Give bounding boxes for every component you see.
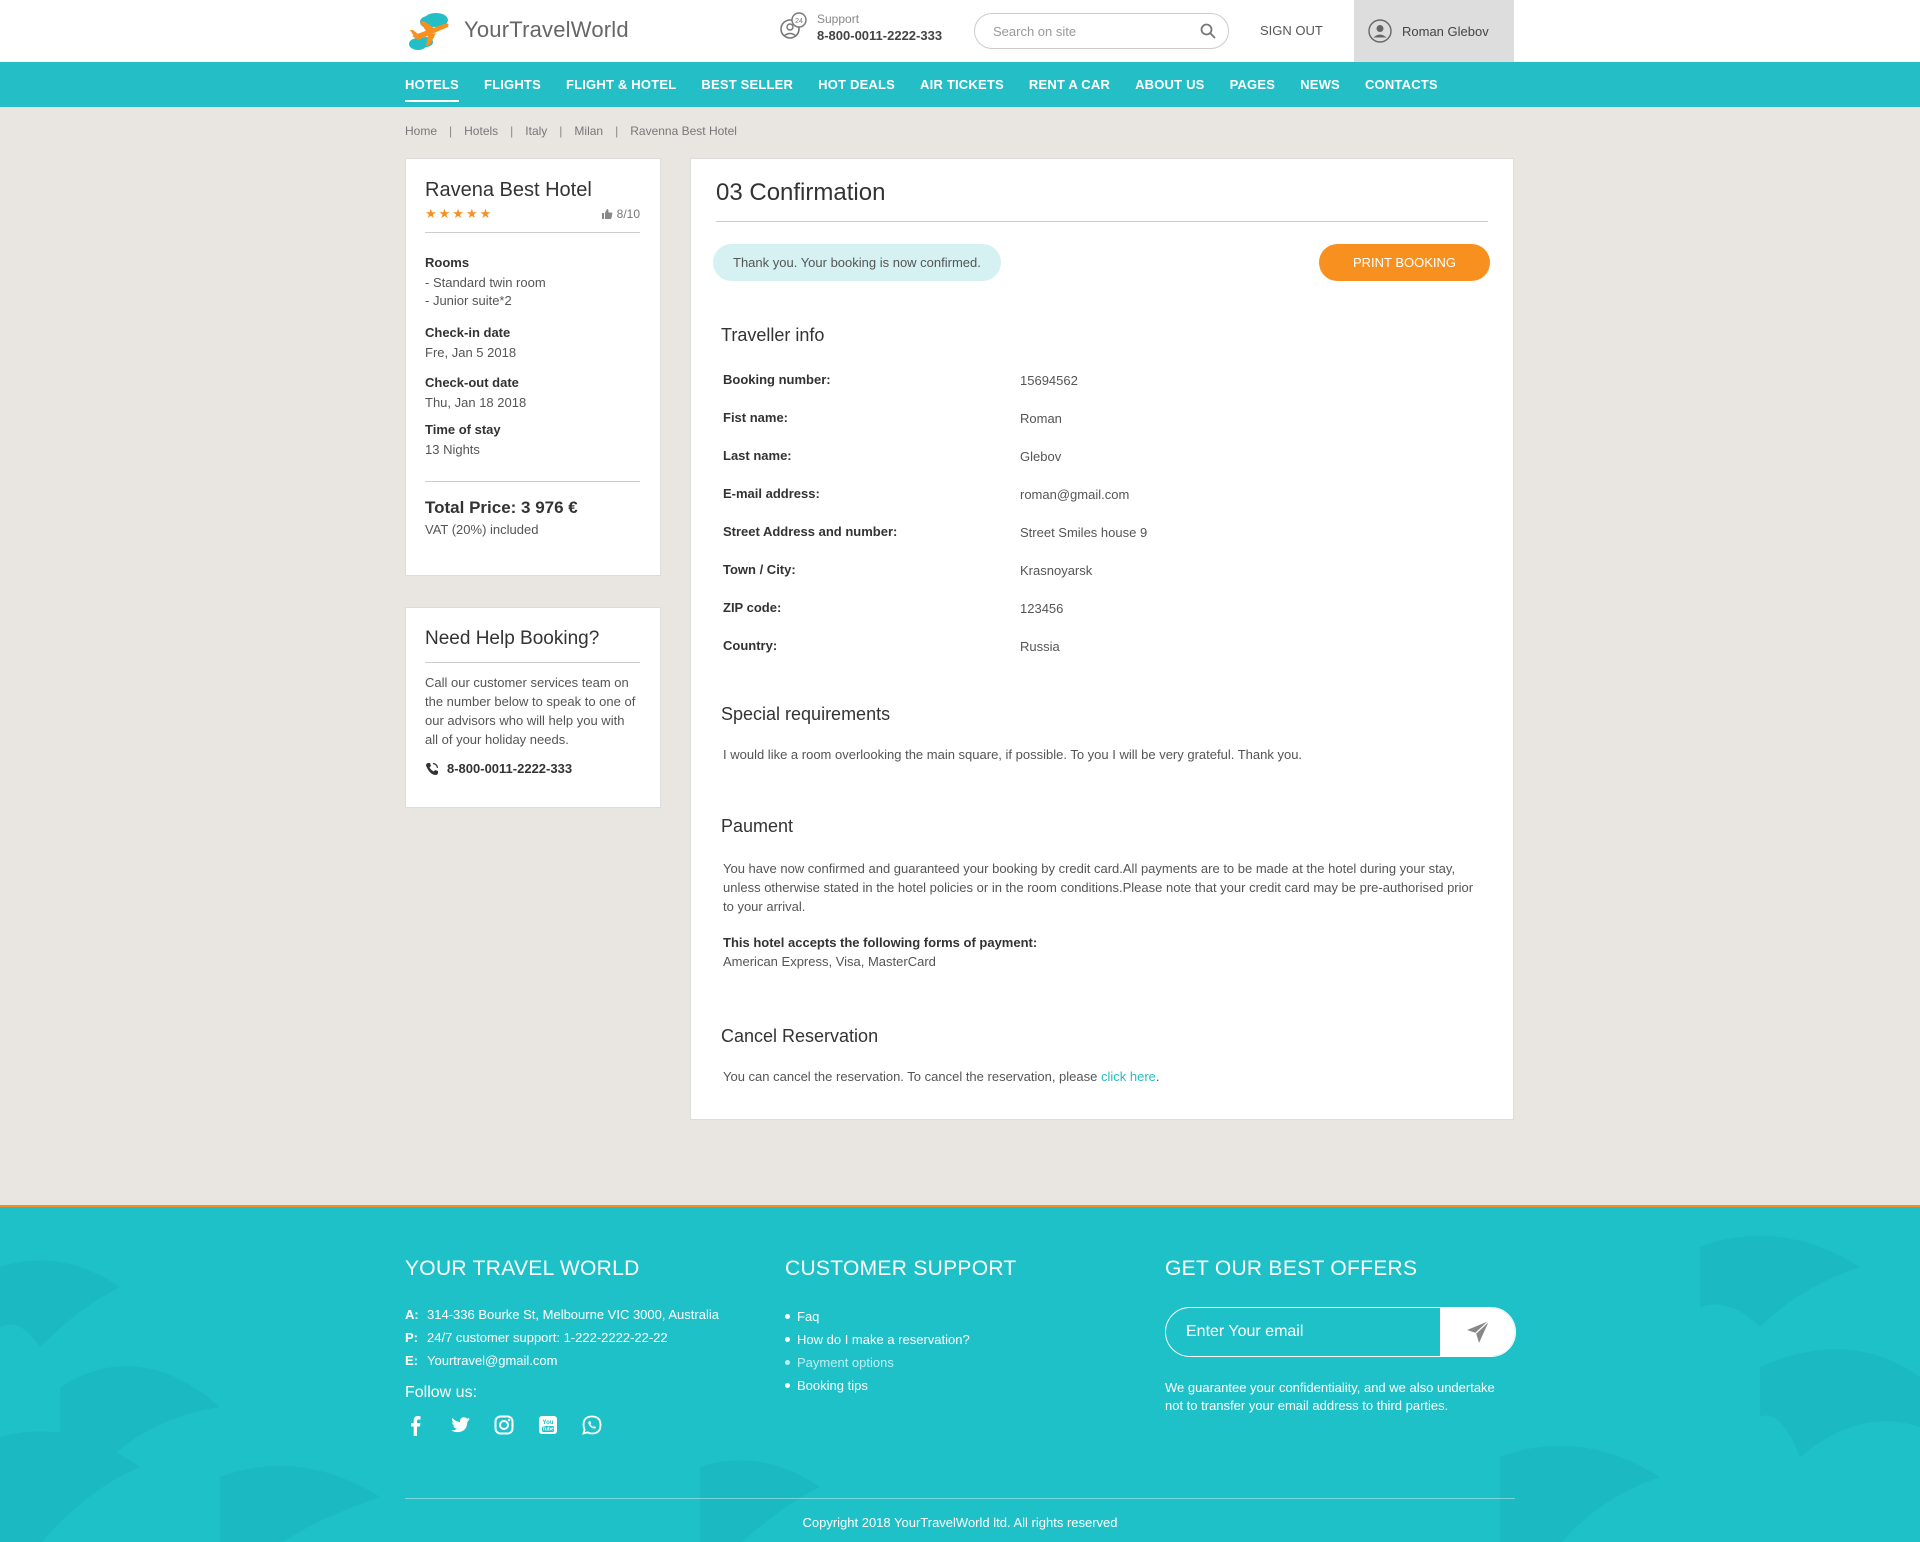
user-menu[interactable] bbox=[1354, 0, 1514, 62]
info-value: Glebov bbox=[1020, 448, 1062, 464]
help-text: Call our customer services team on the number below to speak to one of our advisors who will help you with all of your holiday needs. bbox=[425, 675, 636, 747]
instagram-icon[interactable] bbox=[493, 1414, 515, 1436]
footer-email bbox=[405, 1353, 719, 1368]
special-requirements-title: Special requirements bbox=[721, 704, 891, 724]
vat-note: VAT (20%) included bbox=[425, 522, 539, 537]
checkout-date: Thu, Jan 18 2018 bbox=[425, 395, 527, 410]
rooms-title: Rooms bbox=[425, 255, 470, 270]
star-rating: ★★★★★ bbox=[425, 206, 494, 221]
newsletter-submit-button[interactable] bbox=[1440, 1308, 1515, 1356]
breadcrumb-separator: | bbox=[615, 124, 619, 138]
twitter-icon[interactable] bbox=[449, 1414, 471, 1436]
info-row bbox=[723, 588, 1488, 626]
cancel-reservation-text bbox=[723, 1069, 1488, 1084]
nav-item-pages[interactable]: PAGES bbox=[1229, 77, 1276, 92]
nav-item-hot-deals[interactable]: HOT DEALS bbox=[818, 77, 896, 92]
payment-methods: American Express, Visa, MasterCard bbox=[723, 954, 936, 969]
print-booking-button[interactable]: PRINT BOOKING bbox=[1319, 244, 1490, 281]
search-input[interactable] bbox=[993, 24, 1200, 39]
thumbs-up-icon bbox=[601, 208, 613, 220]
breadcrumb-italy[interactable]: Italy bbox=[525, 124, 548, 138]
site-header bbox=[0, 0, 1920, 62]
special-requirements-text: I would like a room overlooking the main square, if possible. To you I will be very grateful. Thank you. bbox=[723, 747, 1303, 762]
nav-item-best-seller[interactable]: BEST SELLER bbox=[701, 77, 794, 92]
help-title: Need Help Booking? bbox=[425, 628, 600, 649]
confirmation-message: Thank you. Your booking is now confirmed. bbox=[713, 244, 1001, 281]
logo-text: YourTravelWorld bbox=[464, 17, 629, 42]
footer-title-offers: GET OUR BEST OFFERS bbox=[1165, 1257, 1418, 1280]
site-logo[interactable] bbox=[406, 6, 629, 54]
info-label: ZIP code: bbox=[723, 599, 782, 615]
user-name: Roman Glebov bbox=[1402, 23, 1489, 39]
svg-text:You: You bbox=[542, 1420, 554, 1426]
cancel-text: You can cancel the reservation. To cancel the reservation, please bbox=[723, 1069, 1101, 1084]
breadcrumb bbox=[405, 124, 737, 138]
checkin-date: Fre, Jan 5 2018 bbox=[425, 345, 517, 360]
info-row bbox=[723, 360, 1488, 398]
hotel-score bbox=[601, 207, 640, 221]
nav-item-air-tickets[interactable]: AIR TICKETS bbox=[920, 77, 1004, 92]
address-value: 314-336 Bourke St, Melbourne VIC 3000, Australia bbox=[427, 1307, 719, 1322]
footer-divider bbox=[405, 1498, 1515, 1499]
info-value: Russia bbox=[1020, 638, 1060, 654]
traveller-info-table bbox=[723, 360, 1488, 664]
svg-text:24: 24 bbox=[795, 18, 803, 25]
divider bbox=[425, 481, 640, 482]
nav-item-flights[interactable]: FLIGHTS bbox=[483, 77, 541, 92]
total-price: Total Price: 3 976 € bbox=[425, 498, 578, 517]
info-label: Country: bbox=[723, 637, 778, 653]
copyright: Copyright 2018 YourTravelWorld ltd. All rights reserved bbox=[802, 1515, 1118, 1530]
nav-item-about-us[interactable]: ABOUT US bbox=[1135, 77, 1205, 92]
info-value: roman@gmail.com bbox=[1020, 486, 1130, 502]
info-row bbox=[723, 626, 1488, 664]
breadcrumb-current: Ravenna Best Hotel bbox=[630, 124, 737, 138]
stay-length: 13 Nights bbox=[425, 442, 480, 457]
info-value: Krasnoyarsk bbox=[1020, 562, 1093, 578]
footer-about-column bbox=[405, 1257, 719, 1436]
footer-offers-column bbox=[1165, 1257, 1516, 1415]
help-phone-number: 8-800-0011-2222-333 bbox=[447, 761, 573, 776]
phone-key: P: bbox=[405, 1330, 418, 1345]
info-label: Street Address and number: bbox=[723, 523, 898, 539]
divider bbox=[425, 662, 640, 663]
info-label: Last name: bbox=[723, 447, 792, 463]
link-how-to-reserve[interactable]: How do I make a reservation? bbox=[785, 1332, 1017, 1347]
booking-summary-card bbox=[405, 158, 661, 576]
divider bbox=[716, 221, 1488, 222]
address-key: A: bbox=[405, 1307, 419, 1322]
svg-text:Tube: Tube bbox=[542, 1426, 554, 1433]
info-row bbox=[723, 550, 1488, 588]
breadcrumb-separator: | bbox=[449, 124, 453, 138]
nav-item-rent-a-car[interactable]: RENT A CAR bbox=[1028, 77, 1111, 92]
newsletter-email-input[interactable] bbox=[1166, 1308, 1440, 1356]
help-phone[interactable] bbox=[425, 761, 640, 776]
support-phone[interactable]: 8-800-0011-2222-333 bbox=[817, 27, 943, 43]
info-row bbox=[723, 512, 1488, 550]
nav-item-contacts[interactable]: CONTACTS bbox=[1364, 77, 1438, 92]
breadcrumb-milan[interactable]: Milan bbox=[574, 124, 604, 138]
footer-title-support: CUSTOMER SUPPORT bbox=[785, 1257, 1017, 1280]
checkout-title: Check-out date bbox=[425, 375, 519, 390]
footer-phone bbox=[405, 1330, 719, 1345]
page-title: 03 Confirmation bbox=[716, 179, 886, 206]
cancel-text-end: . bbox=[1155, 1069, 1160, 1084]
facebook-icon[interactable] bbox=[405, 1414, 427, 1436]
divider bbox=[425, 232, 640, 233]
cancel-reservation-title: Cancel Reservation bbox=[721, 1026, 879, 1046]
hotel-name: Ravena Best Hotel bbox=[425, 179, 592, 201]
info-value: Street Smiles house 9 bbox=[1020, 524, 1148, 540]
info-label: E-mail address: bbox=[723, 485, 820, 501]
support-links bbox=[785, 1309, 1017, 1393]
link-payment-options[interactable]: Payment options bbox=[785, 1355, 1017, 1370]
help-booking-card bbox=[405, 607, 661, 808]
room-list bbox=[425, 274, 640, 310]
payment-title: Paument bbox=[721, 816, 794, 836]
checkin-title: Check-in date bbox=[425, 325, 511, 340]
newsletter-form bbox=[1165, 1307, 1516, 1357]
info-label: Town / City: bbox=[723, 561, 796, 577]
payment-methods-title: This hotel accepts the following forms of payment: bbox=[723, 935, 1038, 950]
breadcrumb-separator: | bbox=[559, 124, 563, 138]
search-box[interactable] bbox=[974, 13, 1229, 49]
breadcrumb-home[interactable]: Home bbox=[405, 124, 438, 138]
footer-title-travel-world: YOUR TRAVEL WORLD bbox=[405, 1257, 640, 1280]
send-arrow-icon bbox=[1465, 1319, 1491, 1345]
phone-value[interactable]: 24/7 customer support: 1-222-2222-22-22 bbox=[427, 1330, 668, 1345]
info-value: 123456 bbox=[1020, 600, 1064, 616]
link-faq[interactable]: Faq bbox=[785, 1309, 1017, 1324]
info-label: Booking number: bbox=[723, 371, 831, 387]
info-label: Fist name: bbox=[723, 409, 789, 425]
nav-item-flight-hotel[interactable]: FLIGHT & HOTEL bbox=[565, 77, 677, 92]
youtube-icon[interactable] bbox=[537, 1414, 559, 1436]
social-links bbox=[405, 1414, 719, 1436]
info-row bbox=[723, 398, 1488, 436]
traveller-info-title: Traveller info bbox=[721, 325, 825, 345]
breadcrumb-separator: | bbox=[510, 124, 514, 138]
support-24-icon bbox=[775, 10, 809, 44]
info-row bbox=[723, 436, 1488, 474]
nav-item-hotels[interactable]: HOTELS bbox=[405, 73, 459, 96]
newsletter-note: We guarantee your confidentiality, and we also undertake not to transfer your email address to third parties. bbox=[1165, 1380, 1495, 1413]
search-icon[interactable] bbox=[1200, 23, 1216, 39]
user-avatar-icon bbox=[1368, 19, 1392, 43]
footer-support-column bbox=[785, 1257, 1017, 1401]
info-value: 15694562 bbox=[1020, 372, 1078, 388]
room-item: - Standard twin room bbox=[425, 275, 546, 290]
main-navigation bbox=[0, 62, 1920, 107]
stay-title: Time of stay bbox=[425, 422, 501, 437]
nav-item-news[interactable]: NEWS bbox=[1300, 77, 1340, 92]
airplane-logo-icon bbox=[406, 6, 456, 54]
payment-text: You have now confirmed and guaranteed your booking by credit card.All payments are to be made at the hotel during your stay, unless otherwise stated in the hotel policies or in the room conditions.Please note that your credit card may be pre-authorised prior to your arrival. bbox=[723, 861, 1474, 914]
sign-out-link[interactable]: SIGN OUT bbox=[1260, 23, 1323, 38]
score-value: 8/10 bbox=[616, 207, 640, 221]
footer-address bbox=[405, 1307, 719, 1322]
phone-icon bbox=[425, 762, 439, 776]
support-label: Support bbox=[817, 11, 860, 26]
breadcrumb-hotels[interactable]: Hotels bbox=[464, 124, 499, 138]
cancel-link[interactable]: click here bbox=[1100, 1069, 1156, 1084]
info-row bbox=[723, 474, 1488, 512]
info-value: Roman bbox=[1020, 410, 1062, 426]
email-key: E: bbox=[405, 1353, 418, 1368]
whatsapp-icon[interactable] bbox=[581, 1414, 603, 1436]
confirmation-card bbox=[690, 158, 1514, 1120]
email-value[interactable]: Yourtravel@gmail.com bbox=[427, 1353, 558, 1368]
follow-us-label: Follow us: bbox=[405, 1384, 478, 1401]
site-footer bbox=[0, 1205, 1920, 1542]
support-contact bbox=[775, 10, 942, 44]
link-booking-tips[interactable]: Booking tips bbox=[785, 1378, 1017, 1393]
room-item: - Junior suite*2 bbox=[425, 293, 512, 308]
